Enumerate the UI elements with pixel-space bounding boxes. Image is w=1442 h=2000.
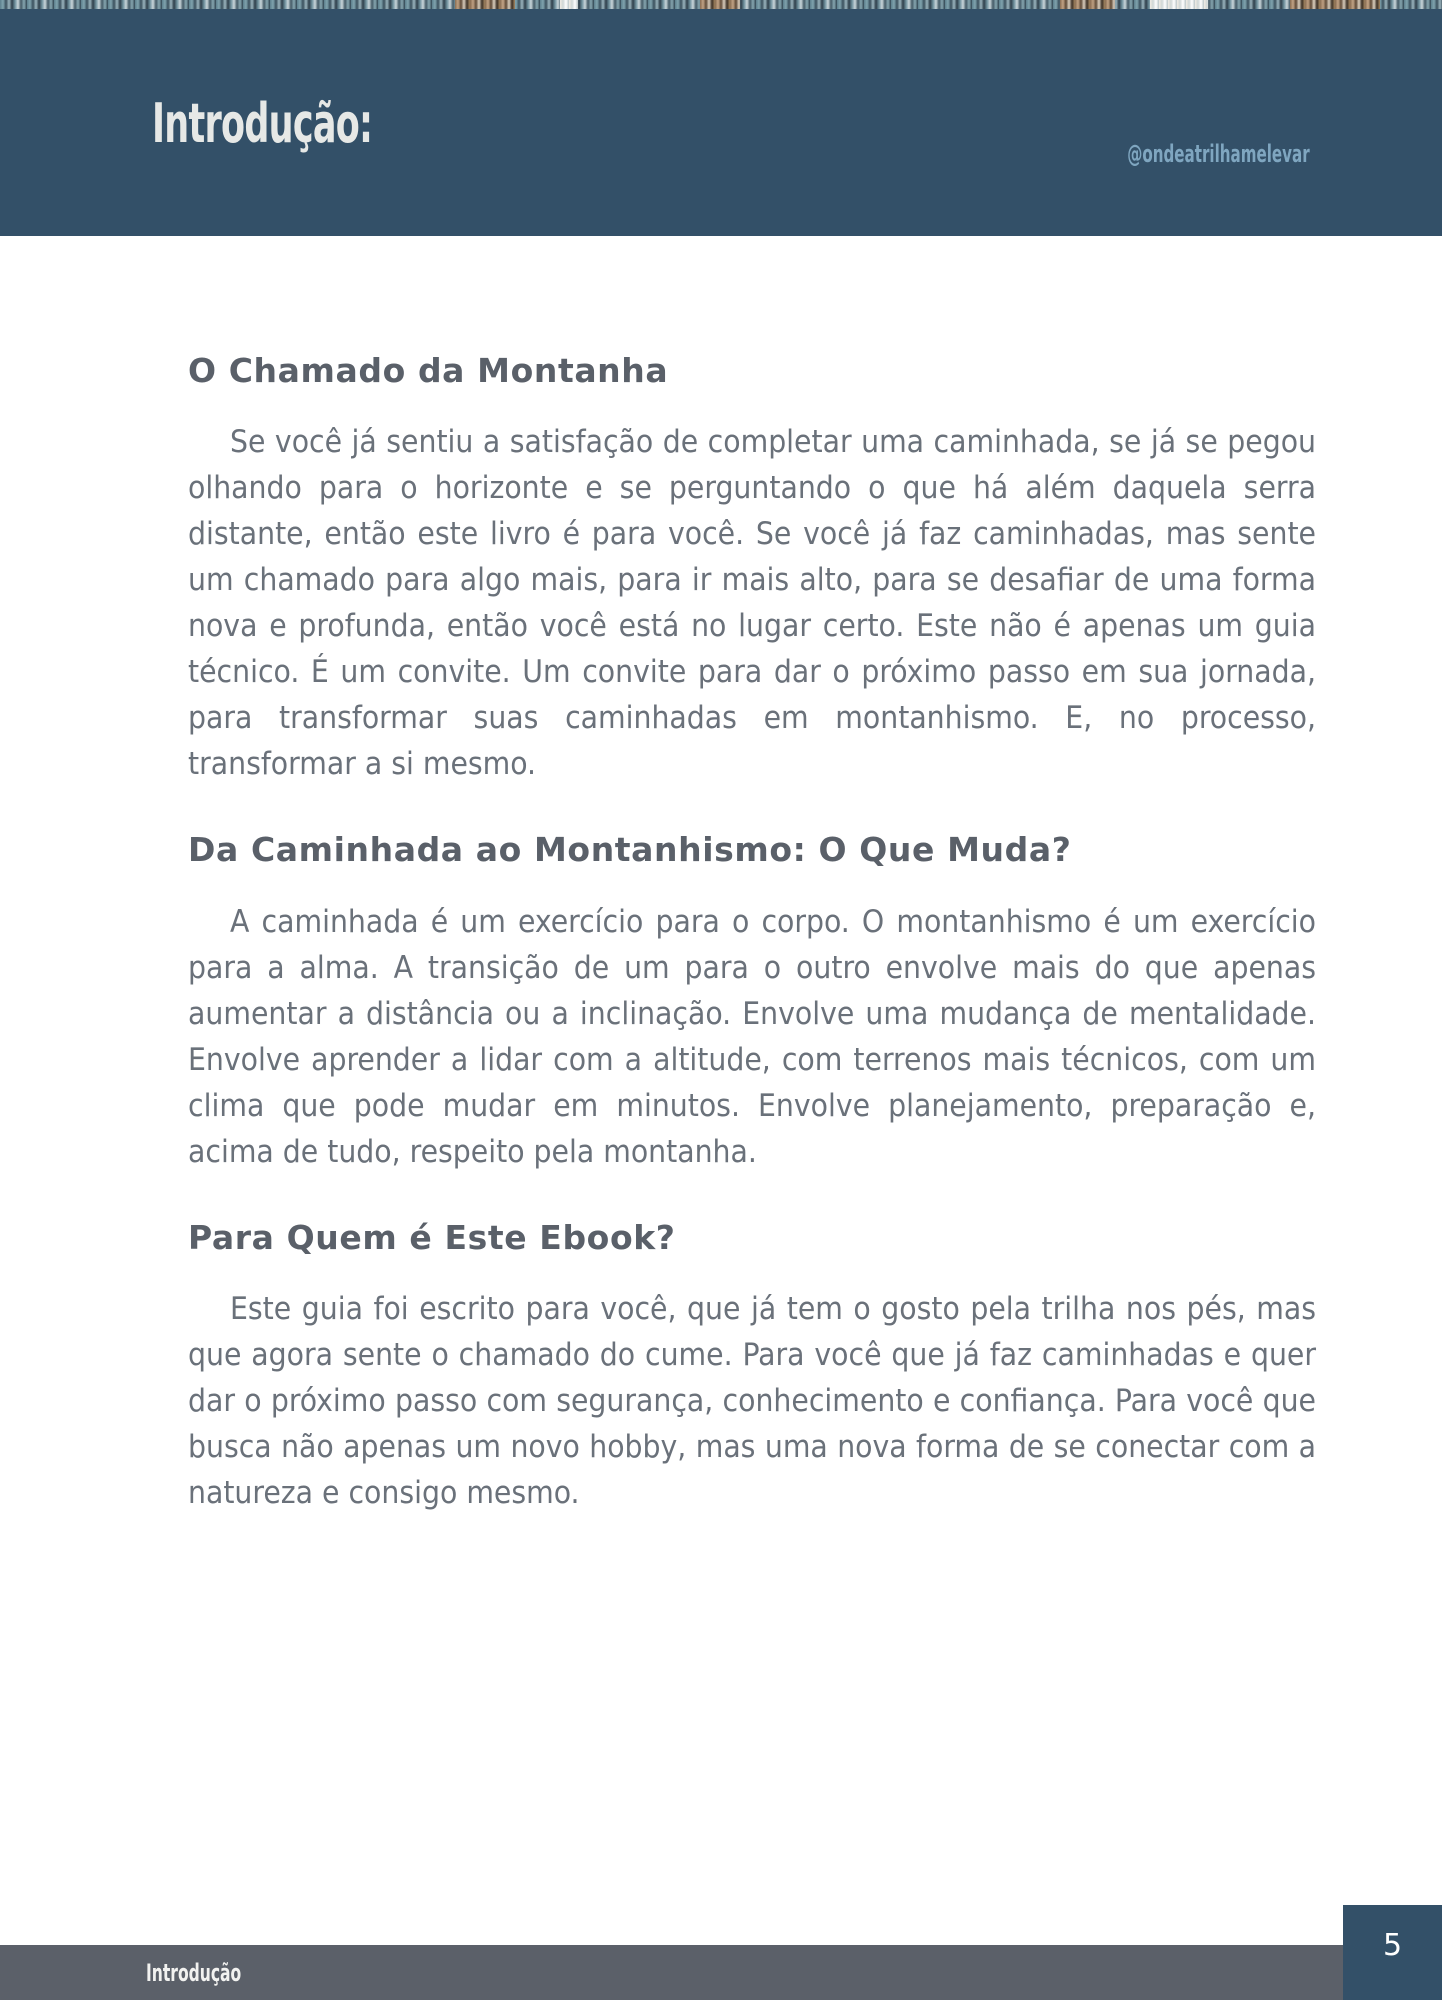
page-footer (0, 1945, 1442, 2000)
section-paragraph-3: Este guia foi escrito para você, que já tem o gosto pela trilha nos pés, mas que agora sente o chamado do cume. Para você que já faz caminhadas e quer dar o próximo passo com segurança, conhecimento e confiança. Para você que busca não apenas um novo hobby, mas uma nova forma de se conectar com a natureza e consigo mesmo. (188, 1290, 1316, 1511)
section-paragraph-1: Se você já sentiu a satisfação de completar uma caminhada, se já se pegou olhando para o horizonte e se perguntando o que há além daquela serra distante, então este livro é para você. Se você já faz caminhadas, mas sente um chamado para algo mais, para ir mais alto, para se desafiar de uma forma nova e profunda, então você está no lugar certo. Este não é apenas um guia técnico. É um convite. Um convite para dar o próximo passo em sua jornada, para transformar suas caminhadas em montanhismo. E, no processo, transformar a si mesmo. (188, 424, 1316, 783)
footer-chapter-label: Introdução (146, 1958, 242, 1987)
page-content (0, 236, 1442, 1516)
content-section (156, 1217, 1316, 1516)
section-spacer (156, 1175, 1286, 1217)
section-heading-2: Da Caminhada ao Montanhismo: O Que Muda? (188, 830, 1072, 870)
section-spacer (156, 787, 1286, 829)
section-paragraph-2: A caminhada é um exercício para o corpo. O montanhismo é um exercício para a alma. A transição de um para o outro envolve mais do que apenas aumentar a distância ou a inclinação. Envolve uma mudança de mentalidade. Envolve aprender a lidar com a altitude, com terrenos mais técnicos, com um clima que pode mudar em minutos. Envolve planejamento, preparação e, acima de tudo, respeito pela montanha. (188, 903, 1316, 1170)
top-photo-strip (0, 0, 1442, 9)
page-number-box (1343, 1905, 1442, 2000)
section-heading-3: Para Quem é Este Ebook? (188, 1217, 676, 1257)
page-number: 5 (1382, 1928, 1403, 1963)
content-section (156, 350, 1316, 787)
content-section (156, 829, 1316, 1174)
page-header (0, 9, 1442, 236)
page-title: Introdução: (152, 92, 373, 155)
social-handle: @ondeatrilhamelevar (1127, 140, 1310, 168)
section-heading-1: O Chamado da Montanha (188, 351, 669, 390)
